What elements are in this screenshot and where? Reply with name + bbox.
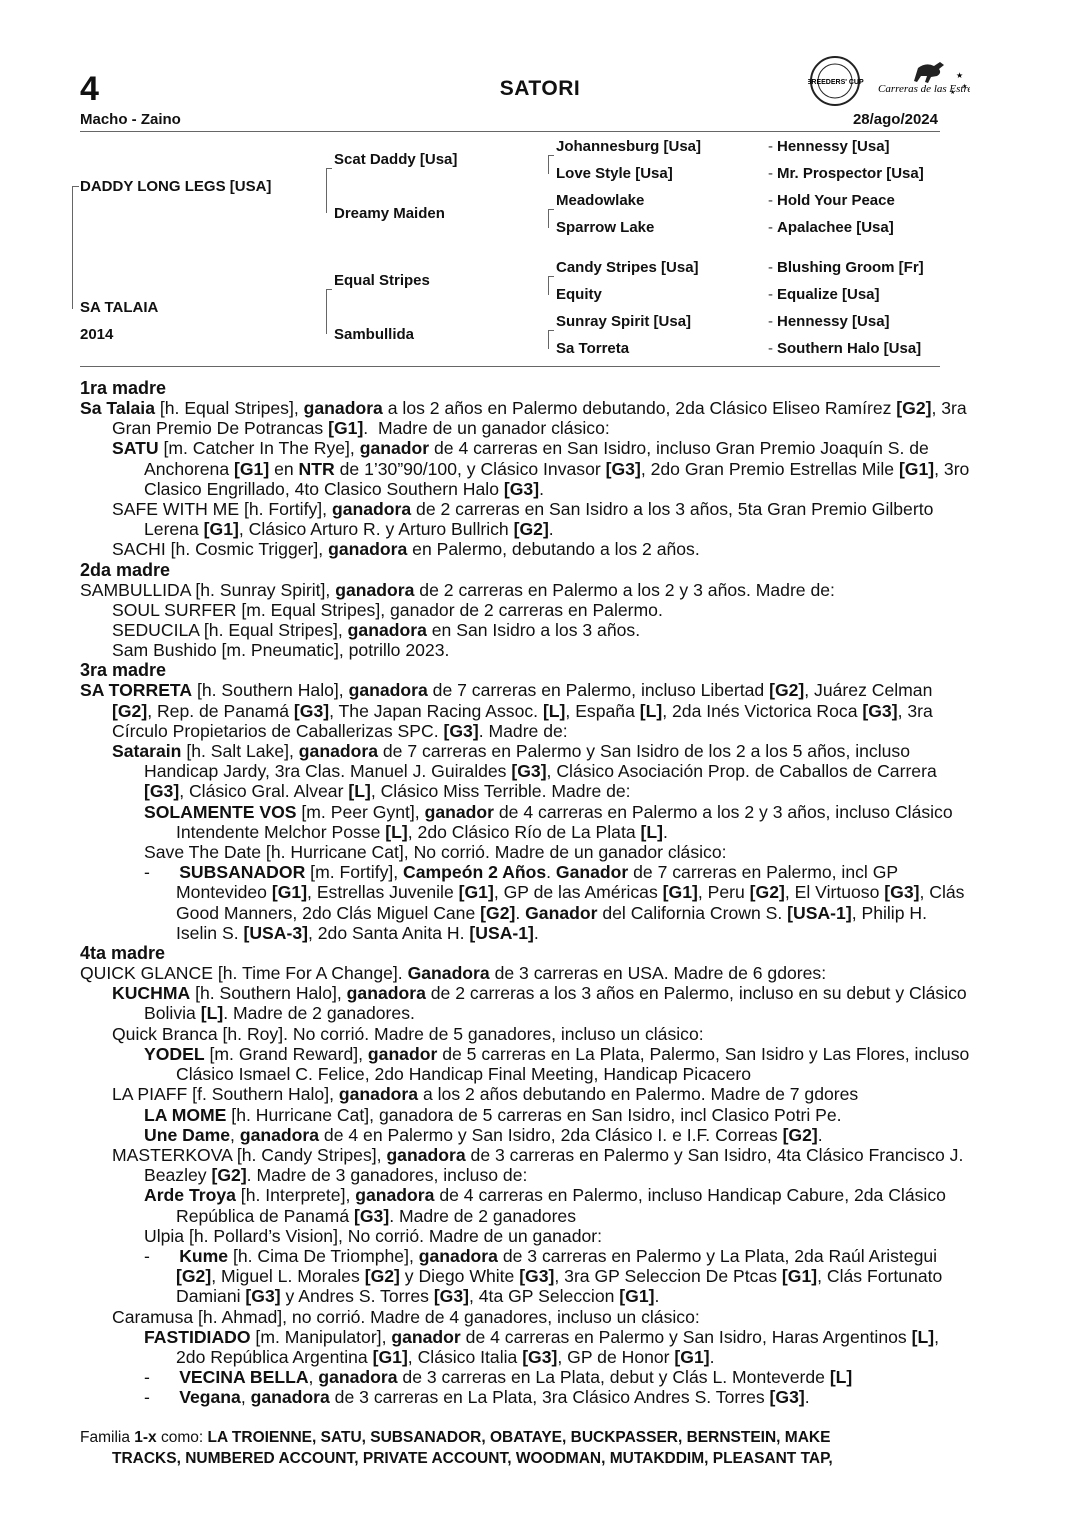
birth-year: 2014: [80, 326, 114, 343]
svg-text:★: ★: [956, 71, 964, 80]
g4-3: Hold Your Peace: [777, 192, 895, 209]
sire-sire: Scat Daddy [Usa]: [334, 151, 458, 168]
pedigree-bracket: [326, 168, 332, 213]
svg-text:★: ★: [950, 90, 956, 96]
svg-text:★: ★: [962, 84, 968, 90]
horse-name: SATORI: [499, 77, 581, 100]
dam: SA TALAIA: [80, 299, 159, 316]
section-4ta-madre: 4ta madre: [80, 943, 166, 964]
divider: [80, 366, 940, 367]
divider: [80, 131, 940, 132]
dam-entry: Sa Talaia [h. Equal Stripes], ganadora a los 2 años en Palermo debutando, 2da Clásico Eliseo Ramírez [G2], 3ra Gran Premio De Potrancas [G1]. Madre de un ganador clásico:: [80, 398, 967, 439]
g4-1: Hennessy [Usa]: [777, 138, 890, 155]
pedigree-bracket: [548, 209, 554, 228]
section-1ra-madre: 1ra madre: [80, 378, 167, 398]
report-date: 28/ago/2024: [852, 111, 938, 128]
logo-left-text: BREEDERS' CUP: [808, 79, 864, 86]
g4-2: Mr. Prospector [Usa]: [777, 165, 924, 182]
family-line-2: TRACKS, NUMBERED ACCOUNT, PRIVATE ACCOUNT, WOODMAN, MUTAKDDIM, PLEASANT TAP,: [112, 1450, 833, 1467]
family-line-1: LA TROIENNE, SATU, SUBSANADOR, OBATAYE, BUCKPASSER, BERNSTEIN, MAKE: [207, 1429, 831, 1446]
g4-6: Equalize [Usa]: [777, 286, 880, 303]
g3-4: Sparrow Lake: [556, 219, 655, 236]
family-footer: [80, 1427, 970, 1469]
g4-5: Blushing Groom [Fr]: [777, 259, 924, 276]
g3-7: Sunray Spirit [Usa]: [556, 313, 692, 330]
g3-6: Equity: [556, 286, 602, 303]
pedigree-bracket: [326, 289, 332, 334]
pedigree-bracket: [548, 330, 554, 349]
pedigree-bracket: [548, 276, 554, 295]
logo-right-text: Carreras de las Estr: [878, 83, 968, 95]
family-como: como:: [160, 1429, 204, 1446]
catalog-number: 4: [80, 70, 99, 108]
g4-4: Apalachee [Usa]: [777, 219, 894, 236]
g3-8: Sa Torreta: [556, 340, 630, 357]
pedigree-bracket: [548, 155, 554, 174]
g4-7: Hennessy [Usa]: [777, 313, 890, 330]
g4-8: Southern Halo [Usa]: [777, 340, 922, 357]
sire: DADDY LONG LEGS [USA]: [80, 178, 272, 195]
event-logo: [808, 54, 970, 108]
section-3ra-madre: 3ra madre: [80, 660, 167, 681]
pedigree-bracket: [72, 186, 79, 309]
produce-record: 1ra madre Sa Talaia [h. Equal Stripes], ganadora a los 2 años en Palermo debutando, 2da Clásico Eliseo Ramírez [G2], 3ra Gran Premio De Potrancas [G1]. Madre de un ganador clásico: SATU [m. Catcher In The Rye], ganador de 4 carreras en San Isidro, incluso Gran Premio Joaquín S. de Anchorena [G1] en NTR de 1’30”90/100, y Clásico Invasor [G3], 2do Gran Premio Estrellas Mile [G1], 3ro Clasico Engrillado, 4to Clasico Southern Halo [G3]. SAFE WITH ME [h. Fortify], ganadora de 2 carreras en San Isidro a los 3 años, 5ta Gran Premio Gilberto Lerena [G1], Clásico Arturo R. y Arturo Bullrich [G2]. SACHI [h. Cosmic Trigger], ganadora en Palermo, debutando a los 2 años. 2da madre SAMBULLIDA [h. Sunray Spirit], ganadora de 2 carreras en Palermo a los 2 y 3 años. Madre de: SOUL SURFER [m. Equal Stripes], ganador de 2 carreras en Palermo. SEDUCILA [h. Equal Stripes], ganadora en San Isidro a los 3 años. Sam Bushido [m. Pneumatic], potrillo 2023. 3ra madre SA TORRETA [h. Southern Halo], ganadora de 7 carreras en Palermo, incluso Libertad [G2], Juárez Celman [G2], Rep. de Panamá [G3], The Japan Racing Assoc. [L], España [L], 2da Inés Victorica Roca [G3], 3ra Círculo Propietarios de Caballerizas SPC. [G3]. Madre de: Satarain [h. Salt Lake], ganadora de 7 carreras en Palermo y San Isidro de los 2 a los 5 años, incluso Handicap Jardy, 3ra Clas. Manuel J. Guiraldes [G3], Clásico Asociación Prop. de Caballos de Carrera [G3], Clásico Gral. Alvear [L], Clásico Miss Terrible. Madre de: SOLAMENTE VOS [m. Peer Gynt], ganador de 4 carreras en Palermo a los 2 y 3 años, incluso Clásico Intendente Melchor Posse [L], 2do Clásico Río de La Plata [L]. Save The Date [h. Hurricane Cat], No corrió. Madre de un ganador clásico: - SUBSANADOR [m. Fortify], Campeón 2 Años. Ganador de 7 carreras en Palermo, incl GP Montevideo [G1], Estrellas Juvenile [G1], GP de las Américas [G1], Peru [G2], El Virtuoso [G3], Clás Good Manners, 2do Clás Miguel Cane [G2]. Ganador del California Crown S. [USA-1], Philip H. Iselin S. [USA-3], 2do Santa Anita H. [USA-1]. 4ta madre QUICK GLANCE [h. Time For A Change]. Ganadora de 3 carreras en USA. Madre de 6 gdores: KUCHMA [h. Southern Halo], ganadora de 2 carreras a los 3 años en Palermo, incluso en su debut y Clásico Bolivia [L]. Madre de 2 ganadores. Quick Branca [h. Roy]. No corrió. Madre de 5 ganadores, incluso un clásico: YODEL [m. Grand Reward], ganador de 5 carreras en La Plata, Palermo, San Isidro y Las Flores, incluso Clásico Ismael C. Felice, 2do Handicap Final Meeting, Handicap Picacero LA PIAFF [f. Southern Halo], ganadora a los 2 años debutando en Palermo. Madre de 7 gdores LA MOME [h. Hurricane Cat], ganadora de 5 carreras en San Isidro, incl Clasico Potri Pe. Une Dame, ganadora de 4 en Palermo y San Isidro, 2da Clásico I. e I.F. Correas [G2]. MASTERKOVA [h. Candy Stripes], ganadora de 3 carreras en Palermo y San Isidro, 4ta Clásico Francisco J. Beazley [G2]. Madre de 3 ganadores, incluso de: Arde Troya [h. Interprete], ganadora de 4 carreras en Palermo, incluso Handicap Cabure, 2da Clásico República de Panamá [G3]. Madre de 2 ganadores Ulpia [h. Pollard’s Vision], No corrió. Madre de un ganador: - Kume [h. Cima De Triomphe], ganadora de 3 carreras en Palermo y La Plata, 2da Raúl Aristegui [G2], Miguel L. Morales [G2] y Diego White [G3], 3ra GP Seleccion De Ptcas [G1], Clás Fortunato Damiani [G3] y Andres S. Torres [G3], 4ta GP Seleccion [G1]. Caramusa [h. Ahmad], no corrió. Madre de 4 ganadores, incluso un clásico: FASTIDIADO [m. Manipulator], ganador de 4 carreras en Palermo y San Isidro, Haras Argentinos [L], 2do República Argentina [G1], Clásico Italia [G3], GP de Honor [G1]. - VECINA BELLA, ganadora de 3 carreras en La Plata, debut y Clás L. Monteverde [L] - Vegana, ganadora de 3 carreras en La Plata, 3ra Clásico Andres S. Torres [G3].: [80, 378, 970, 1408]
g3-3: Meadowlake: [556, 192, 645, 209]
sire-dam: Dreamy Maiden: [334, 205, 445, 222]
g3-5: Candy Stripes [Usa]: [556, 259, 699, 276]
g3-1: Johannesburg [Usa]: [556, 138, 702, 155]
g3-2: Love Style [Usa]: [556, 165, 673, 182]
family-number: 1-x: [134, 1429, 157, 1446]
dam-dam: Sambullida: [334, 326, 415, 343]
dam-sire: Equal Stripes: [334, 272, 430, 289]
section-2da-madre: 2da madre: [80, 559, 171, 580]
family-label: Familia: [80, 1429, 130, 1446]
sex-color: Macho - Zaino: [80, 111, 181, 128]
